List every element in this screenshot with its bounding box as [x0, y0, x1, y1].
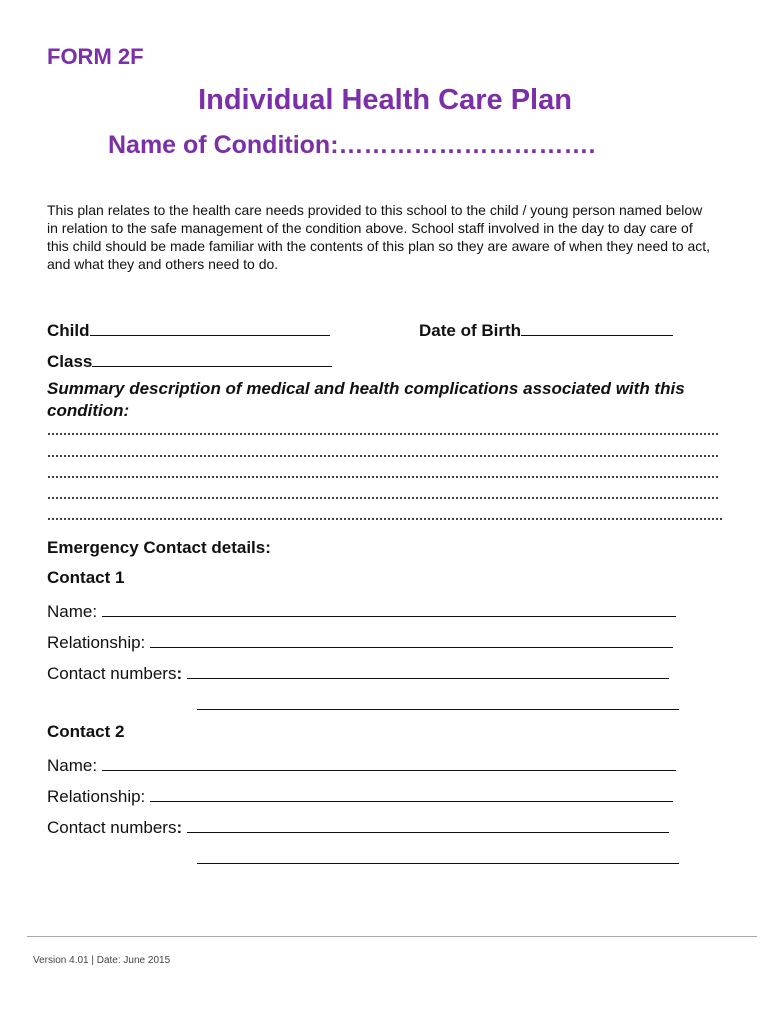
contact-2-name-line[interactable] — [102, 753, 676, 771]
contact-1-name-field — [47, 599, 676, 622]
contact-2-number-line-1[interactable] — [187, 815, 669, 833]
summary-dotted-line[interactable] — [47, 518, 723, 520]
summary-heading: Summary description of medical and health complications associated with this condition: — [47, 379, 685, 420]
footer-divider — [27, 936, 757, 937]
child-field — [47, 318, 330, 341]
summary-dotted-line[interactable] — [47, 497, 719, 499]
emergency-heading: Emergency Contact details: — [47, 538, 271, 557]
contact-1-heading: Contact 1 — [47, 568, 125, 587]
name-label: Name: — [47, 602, 98, 621]
contact-2-numbers-field — [47, 815, 669, 838]
colon: : — [176, 818, 183, 837]
summary-dotted-line[interactable] — [47, 433, 719, 435]
relationship-label: Relationship: — [47, 633, 146, 652]
contact-numbers-label: Contact numbers — [47, 818, 177, 837]
contact-1-number-line-1[interactable] — [187, 661, 669, 679]
dob-label: Date of Birth — [419, 321, 521, 340]
condition-name-label: Name of Condition:…………………………. — [108, 131, 596, 159]
contact-2-heading: Contact 2 — [47, 722, 125, 741]
contact-1-numbers-field — [47, 661, 669, 684]
child-label: Child — [47, 321, 90, 340]
name-label: Name: — [47, 756, 98, 775]
contact-1-name-line[interactable] — [102, 599, 676, 617]
colon: : — [176, 664, 183, 683]
contact-2-name-field — [47, 753, 676, 776]
dob-field — [419, 318, 673, 341]
summary-dotted-line[interactable] — [47, 476, 719, 478]
contact-1-relationship-line[interactable] — [150, 630, 673, 648]
child-input-line[interactable] — [90, 318, 330, 336]
class-label: Class — [47, 352, 93, 371]
intro-paragraph: This plan relates to the health care needs provided to this school to the child / young person named below in relation to the safe management of the condition above. School staff involved in the day to day care of this child should be made familiar with the contents of this plan so they are aware of when they need to act, and what they and others need to do. — [47, 202, 711, 272]
contact-2-number-line-2[interactable] — [197, 846, 679, 864]
dob-input-line[interactable] — [521, 318, 673, 336]
contact-numbers-label: Contact numbers — [47, 664, 177, 683]
summary-dotted-line[interactable] — [47, 455, 719, 457]
contact-2-relationship-line[interactable] — [150, 784, 673, 802]
form-code: FORM 2F — [47, 44, 144, 69]
page-title: Individual Health Care Plan — [198, 84, 572, 116]
version-footer: Version 4.01 | Date: June 2015 — [33, 955, 171, 966]
class-input-line[interactable] — [92, 349, 332, 367]
class-field — [47, 349, 332, 372]
contact-2-relationship-field — [47, 784, 673, 807]
contact-1-relationship-field — [47, 630, 673, 653]
contact-1-number-line-2[interactable] — [197, 692, 679, 710]
relationship-label: Relationship: — [47, 787, 146, 806]
